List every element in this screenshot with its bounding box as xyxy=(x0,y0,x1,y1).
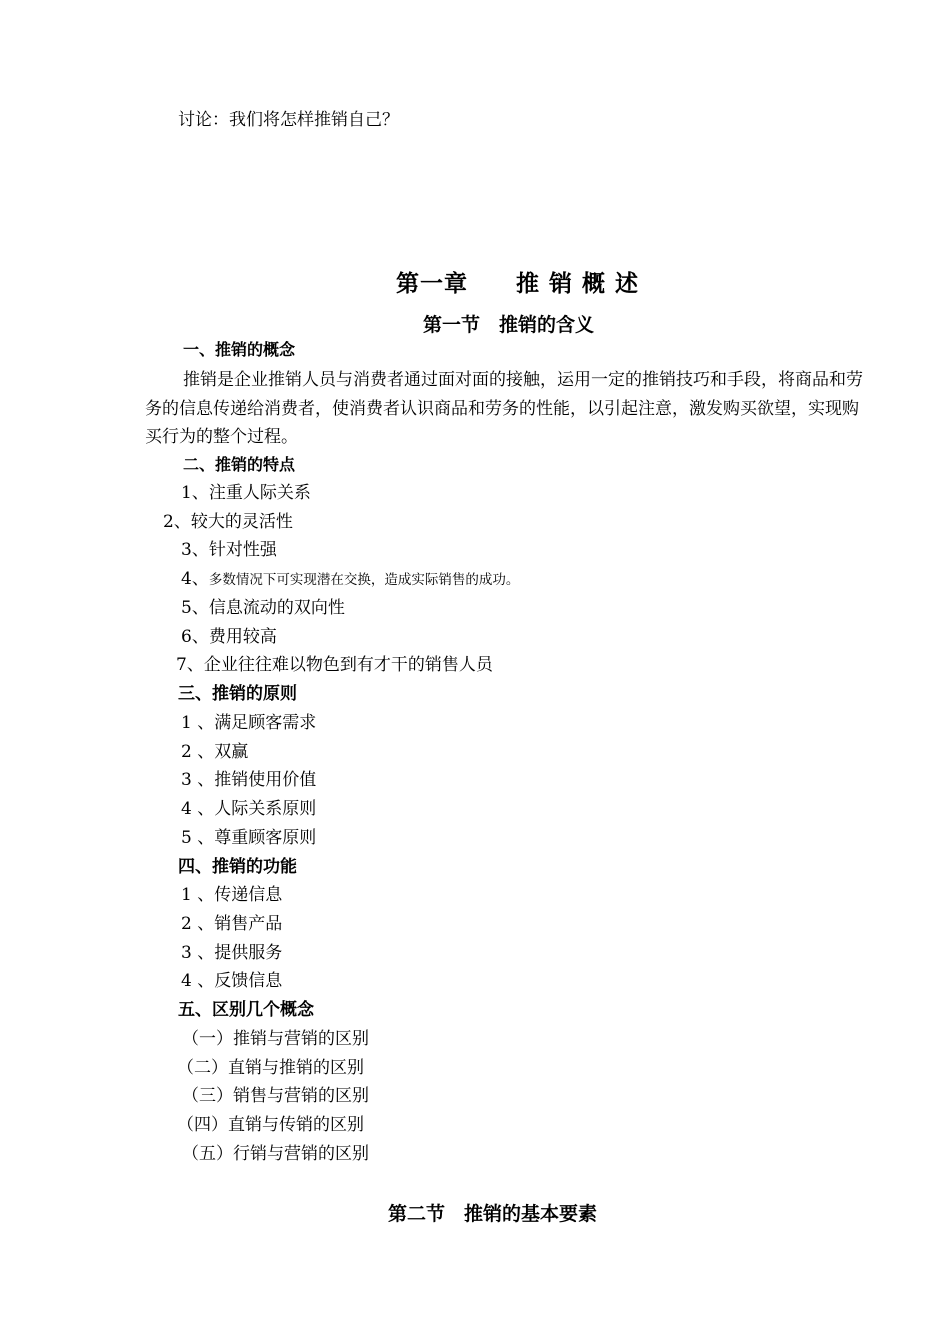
definition-paragraph xyxy=(145,366,875,452)
discussion-prompt: 讨论：我们将怎样推销自己？ xyxy=(178,110,399,130)
distinction-item: （四）直销与传销的区别 xyxy=(177,1115,364,1135)
heading-functions: 四、推销的功能 xyxy=(178,857,297,877)
feature-item: 5、信息流动的双向性 xyxy=(181,598,345,618)
chapter-title: 第一章 推 销 概 述 xyxy=(396,271,640,297)
distinction-item: （二）直销与推销的区别 xyxy=(177,1058,364,1078)
feature-item: 6、费用较高 xyxy=(181,627,277,647)
distinction-item: （一）推销与营销的区别 xyxy=(182,1029,369,1049)
feature-item: 1、注重人际关系 xyxy=(181,483,311,503)
feature-item: 3、针对性强 xyxy=(181,540,277,560)
distinction-item: （三）销售与营销的区别 xyxy=(182,1086,369,1106)
function-item: 4 、反馈信息 xyxy=(181,971,283,991)
distinction-item: （五）行销与营销的区别 xyxy=(182,1144,369,1164)
section-1-title: 第一节 推销的含义 xyxy=(423,314,595,336)
heading-principles: 三、推销的原则 xyxy=(178,684,297,704)
principle-item: 3 、推销使用价值 xyxy=(181,770,317,790)
feature-text-small: 多数情况下可实现潜在交换，造成实际销售的成功。 xyxy=(208,572,520,588)
function-item: 1 、传递信息 xyxy=(181,885,283,905)
principle-item: 4 、人际关系原则 xyxy=(181,799,317,819)
feature-item xyxy=(181,568,519,591)
principle-item: 1 、满足顾客需求 xyxy=(181,713,317,733)
principle-item: 2 、双赢 xyxy=(181,742,249,762)
heading-distinctions: 五、区别几个概念 xyxy=(178,1000,314,1020)
function-item: 2 、销售产品 xyxy=(181,914,283,934)
feature-number: 4、 xyxy=(181,569,209,589)
function-item: 3 、提供服务 xyxy=(181,943,283,963)
feature-item: 7、企业往往难以物色到有才干的销售人员 xyxy=(176,655,493,675)
heading-features: 二、推销的特点 xyxy=(183,455,296,474)
heading-concept: 一、推销的概念 xyxy=(183,340,296,359)
feature-item: 2、较大的灵活性 xyxy=(163,512,293,532)
principle-item: 5 、尊重顾客原则 xyxy=(181,828,317,848)
definition-text: 推销是企业推销人员与消费者通过面对面的接触，运用一定的推销技巧和手段，将商品和劳务的信息传递给消费者，使消费者认识商品和劳务的性能，以引起注意，激发购买欲望，实现购买行为的整个过程。 xyxy=(145,370,863,447)
section-2-title: 第二节 推销的基本要素 xyxy=(388,1203,598,1225)
